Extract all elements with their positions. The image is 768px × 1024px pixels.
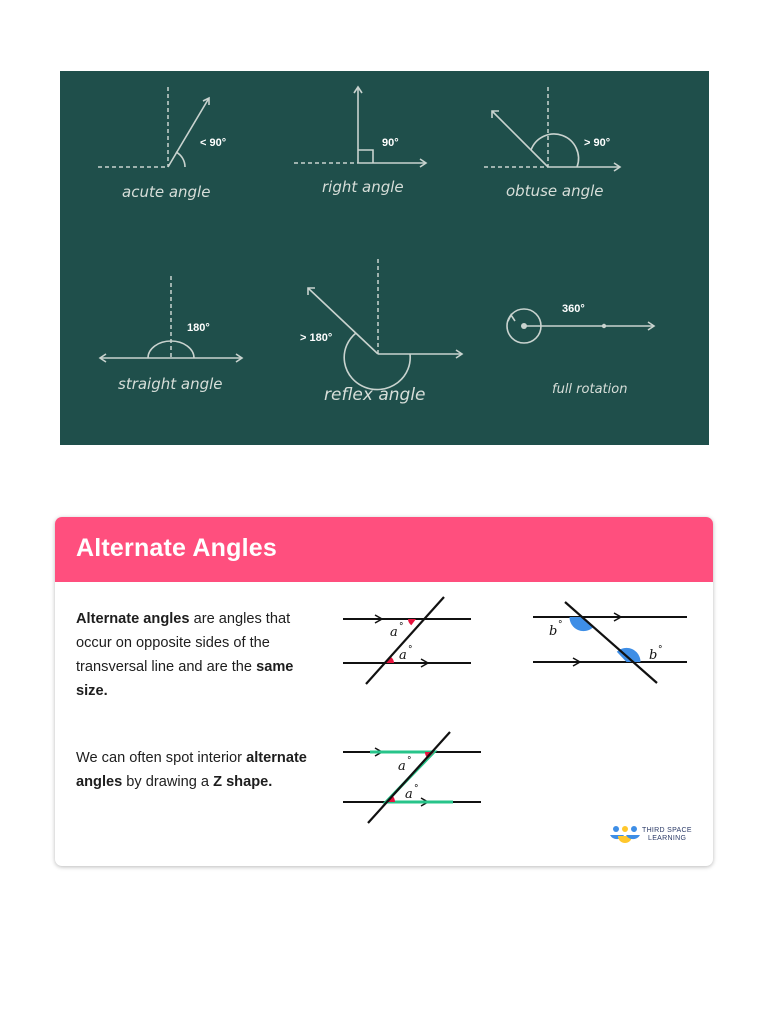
angle-a-bottom-degree: ° xyxy=(408,645,413,655)
right-angle-diagram xyxy=(294,87,426,196)
z-angle-a-top-degree: ° xyxy=(407,756,412,766)
alternate-angles-a-diagram xyxy=(338,592,478,687)
rotation-measure: 360° xyxy=(562,303,585,315)
card-title: Alternate Angles xyxy=(76,534,277,562)
z-shape-text xyxy=(76,746,326,794)
definition-emphasis: same size. xyxy=(76,659,294,699)
z-shape-intro: We can often spot interior xyxy=(76,750,247,766)
angle-a-top-degree: ° xyxy=(399,622,404,632)
acute-label: acute angle xyxy=(122,183,211,201)
definition-term: Alternate angles xyxy=(76,611,190,627)
definition-text xyxy=(76,607,326,703)
z-angle-a-top-label: a xyxy=(398,759,406,774)
third-space-learning-logo xyxy=(609,825,699,847)
logo-line-2: LEARNING xyxy=(648,835,687,842)
acute-angle-diagram xyxy=(98,87,226,201)
full-rotation-diagram xyxy=(507,303,654,397)
z-shape-diagram xyxy=(338,729,488,829)
straight-label: straight angle xyxy=(118,375,223,393)
obtuse-label: obtuse angle xyxy=(506,182,604,200)
z-shape-term: alternate angles xyxy=(76,750,307,790)
right-label: right angle xyxy=(322,178,404,196)
angle-b-top-label: b xyxy=(549,624,558,639)
angle-types-chalkboard xyxy=(60,71,709,445)
z-angle-a-bottom-label: a xyxy=(405,787,413,802)
card-header xyxy=(55,517,713,582)
logo-icon xyxy=(609,825,641,845)
reflex-measure: > 180° xyxy=(300,332,333,344)
logo-line-1: THIRD SPACE xyxy=(642,827,692,834)
angle-a-top-label: a xyxy=(390,625,398,640)
angle-b-bottom-label: b xyxy=(649,648,658,663)
rotation-label: full rotation xyxy=(552,382,628,397)
alternate-angles-card xyxy=(55,517,713,866)
angle-b-bottom-degree: ° xyxy=(658,645,663,655)
straight-measure: 180° xyxy=(187,322,210,334)
z-shape-emphasis: Z shape. xyxy=(213,774,273,790)
alternate-angles-b-diagram xyxy=(530,597,690,687)
reflex-label: reflex angle xyxy=(324,385,426,405)
definition-body: are angles that occur on opposite sides of the transversal line and are the xyxy=(76,611,291,675)
obtuse-measure: > 90° xyxy=(584,137,611,149)
acute-measure: < 90° xyxy=(200,137,227,149)
z-shape-body: by drawing a xyxy=(122,774,214,790)
obtuse-angle-diagram xyxy=(484,87,620,200)
straight-angle-diagram xyxy=(100,276,242,393)
z-angle-a-bottom-degree: ° xyxy=(414,784,419,794)
angle-types-illustration xyxy=(60,71,709,445)
reflex-angle-diagram xyxy=(300,259,462,405)
angle-a-bottom-label: a xyxy=(399,648,407,663)
logo-wordmark xyxy=(642,827,692,843)
angle-b-top-degree: ° xyxy=(558,620,563,630)
right-measure: 90° xyxy=(382,137,399,149)
